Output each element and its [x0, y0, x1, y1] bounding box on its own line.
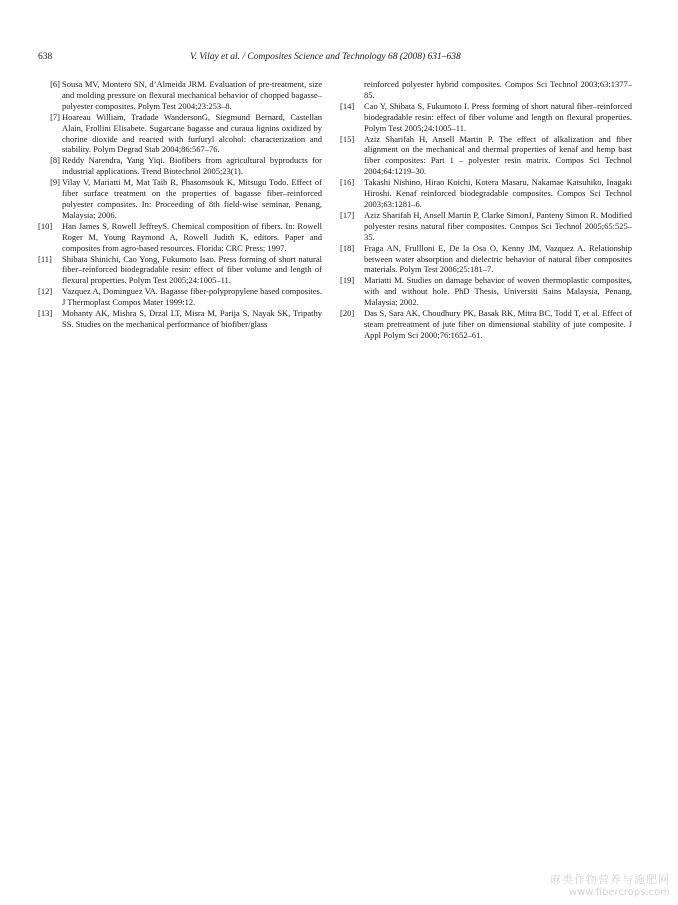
reference-text: Mohanty AK, Mishra S, Drzal LT, Misra M, Parija S, Nayak SK, Tripathy SS. Studies on the mechanical performance of biofiber/glass	[62, 308, 322, 329]
reference-11	[38, 254, 322, 287]
reference-text: Han James S, Rowell JeffreyS. Chemical composition of fibers. In: Rowell Roger M, Young Raymond A, Rowell Judith K, editors. Paper and composites from agro-based resources. Florida: CRC Press; 1997.	[62, 220, 322, 253]
watermark-chinese-text: 麻类作物营养与施肥网	[550, 873, 670, 886]
reference-number: [17]	[340, 209, 355, 220]
reference-text: Aziz Sharifah H, Ansell Martin P. The effect of alkalization and fiber alignment on the mechanical and thermal properties of kenaf and hemp bast fiber composites: Part 1 – polyester resin matrix. Compos Sci Technol 2004;64:1219–30.	[364, 133, 632, 177]
reference-number: [12]	[38, 286, 53, 297]
reference-18	[340, 243, 632, 276]
reference-number: [6]	[50, 79, 60, 89]
reference-text: Aziz Sharifah H, Ansell Martin P, Clarke SimonJ, Panteny Simon R. Modified polyester resins natural fiber composites. Compos Sci Technol 2005;65:525–35.	[364, 209, 632, 242]
reference-number: [14]	[340, 100, 355, 111]
reference-number: [9]	[50, 177, 60, 188]
reference-number: [18]	[340, 242, 355, 253]
reference-13	[38, 308, 322, 330]
running-head: V. Vilay et al. / Composites Science and Technology 68 (2008) 631–638	[190, 52, 461, 62]
reference-number: [20]	[340, 308, 355, 319]
reference-text: Takashi Nishino, Hirao Koichi, Kotera Masaru, Nakamae Katsuhiko, Inagaki Hiroshi. Kenaf reinforced biodegradable composites. Compos Sci Technol 2003;63:1281–6.	[364, 177, 632, 209]
reference-text: Shibata Shinichi, Cao Yong, Fukumoto Isao. Press forming of short natural fiber–reinforced biodegradable resin: effect of fiber volume and length of flexural properties. Polym Test 2005;24:1005–11.	[62, 253, 322, 286]
references-right-column	[340, 79, 632, 341]
reference-text: Cao Y, Shibata S, Fukumoto I. Press forming of short natural fiber–reinforced biodegradable resin: effect of fiber volume and length on flexural properties. Polym Test 2005;24:1005–11.	[364, 100, 632, 133]
reference-number: [13]	[38, 308, 53, 319]
reference-19	[340, 275, 632, 308]
reference-number: [8]	[50, 155, 60, 166]
reference-text: Mariatti M. Studies on damage behavior of woven thermoplastic composites, with and without hole. PhD Thesis, Universiti Sains Malaysia, Penang, Malaysia; 2002.	[364, 275, 632, 308]
reference-14	[340, 101, 632, 134]
reference-17	[340, 210, 632, 243]
page-number: 638	[38, 52, 53, 62]
reference-10	[38, 221, 322, 254]
reference-number: [15]	[340, 133, 355, 144]
reference-20	[340, 308, 632, 341]
reference-7	[38, 112, 322, 156]
reference-number: [16]	[340, 177, 355, 188]
reference-13-continuation: reinforced polyester hybrid composites. Compos Sci Technol 2003;63:1377–85.	[364, 79, 632, 100]
reference-text: Reddy Narendra, Yang Yiqi. Biofibers from agricultural byproducts for industrial applications. Trend Biotechnol 2005;23(1).	[62, 155, 322, 177]
references-left-column	[38, 79, 322, 330]
reference-8	[38, 155, 322, 177]
reference-9	[38, 177, 322, 221]
reference-text: Sousa MV, Montero SN, d’Almeida JRM. Evaluation of pre-treatment, size and molding pressure on flexural mechanical behavior of chopped bagasse–polyester composites. Polym Test 2004;23:253–8.	[62, 79, 322, 111]
reference-text: Hoareau William, Tradade WandersonG, Siegmund Bernard, Castellan Alain, Frollini Elisabete. Sugarcane bagasse and curaua lignins oxidized by chorine dioxide and reacted with furfuryl alcohol: characterization and stability. Polym Degrad Stab 2004;86:567–76.	[62, 111, 322, 155]
reference-6	[38, 79, 322, 112]
reference-15	[340, 134, 632, 178]
reference-number: [11]	[38, 253, 52, 264]
reference-text: Das S, Sara AK, Choudhury PK, Basak RK, Mitra BC, Todd T, et al. Effect of steam pretreatment of jute fiber on dimensional stability of jute composite. J Appl Polym Sci 2000;76:1652–61.	[364, 308, 632, 340]
reference-number: [10]	[38, 220, 53, 231]
reference-16	[340, 177, 632, 210]
watermark-url: www.fibercrops.com	[568, 887, 670, 898]
reference-number: [7]	[50, 111, 60, 122]
reference-text: Fraga AN, Frullloni E, De la Osa O, Kenny JM, Vazquez A. Relationship between water absorption and dielectric behavior of natural fiber composites materials. Polym Test 2006;25:181–7.	[364, 242, 632, 275]
reference-12	[38, 286, 322, 308]
site-watermark	[550, 873, 670, 899]
reference-text: Vazquez A, Dominguez VA. Bagasse fiber-polypropylene based composites. J Thermoplast Compos Mater 1999:12.	[62, 286, 322, 308]
reference-number: [19]	[340, 275, 355, 286]
reference-text: Vilay V, Mariatti M, Mat Taib R, Phasomsouk K, Mitsugu Todo. Effect of fiber surface treatment on the properties of bagasse fiber–reinforced polyester composites. In: Proceeding of 8th field-wise seminar, Penang, Malaysia; 2006.	[62, 177, 322, 220]
